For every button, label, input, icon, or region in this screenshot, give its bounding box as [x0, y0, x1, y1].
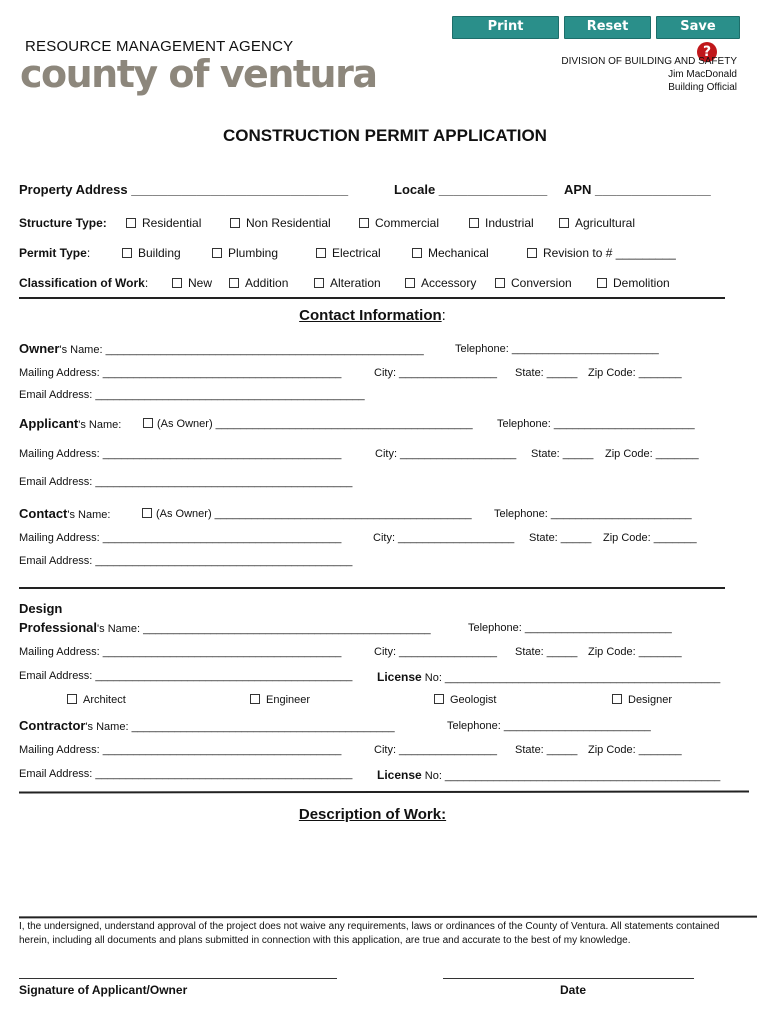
contractor-name-field[interactable]: Contractor's Name: ___________________________________________ — [19, 718, 395, 733]
checkbox-label: Conversion — [511, 276, 572, 290]
checkbox-icon — [314, 278, 324, 288]
checkbox-mechanical[interactable] — [412, 246, 489, 260]
checkbox-icon — [122, 248, 132, 258]
design-professional-email-field[interactable]: Email Address: __________________________________________ — [19, 670, 353, 682]
divider — [19, 916, 757, 919]
apn-field[interactable]: APN ________________ — [564, 182, 711, 197]
applicant-state-field[interactable]: State: _____ — [531, 448, 594, 460]
checkbox-icon — [143, 418, 153, 428]
checkbox-icon — [434, 694, 444, 704]
checkbox-icon — [250, 694, 260, 704]
applicant-name-field[interactable]: (As Owner) __________________________________________ — [143, 418, 473, 430]
checkbox-accessory[interactable] — [405, 276, 476, 290]
checkbox-engineer[interactable] — [250, 694, 310, 706]
checkbox-label: Mechanical — [428, 246, 489, 260]
checkbox-geologist[interactable] — [434, 694, 496, 706]
checkbox-icon — [172, 278, 182, 288]
checkbox-label: Accessory — [421, 276, 477, 290]
divider — [19, 587, 725, 589]
checkbox-label: Industrial — [485, 216, 534, 230]
checkbox-alteration[interactable] — [314, 276, 381, 290]
design-label: Design — [19, 601, 63, 616]
applicant-mailing-field[interactable]: Mailing Address: _______________________________________ — [19, 448, 342, 460]
contractor-state-field[interactable]: State: _____ — [515, 744, 578, 756]
design-professional-mailing-field[interactable]: Mailing Address: _______________________________________ — [19, 646, 342, 658]
owner-state-field[interactable]: State: _____ — [515, 367, 578, 379]
checkbox-label: Building — [138, 246, 181, 260]
applicant-city-field[interactable]: City: ___________________ — [375, 448, 517, 460]
checkbox-icon — [405, 278, 415, 288]
checkbox-label: Non Residential — [246, 216, 331, 230]
checkbox-icon — [67, 694, 77, 704]
property-address-field[interactable]: Property Address ______________________________ — [19, 182, 349, 197]
owner-mailing-field[interactable]: Mailing Address: _______________________________________ — [19, 367, 342, 379]
checkbox-icon — [559, 218, 569, 228]
owner-telephone-field[interactable]: Telephone: ________________________ — [455, 343, 659, 355]
checkbox-industrial[interactable] — [469, 216, 534, 230]
checkbox-residential[interactable] — [126, 216, 201, 230]
checkbox-electrical[interactable] — [316, 246, 381, 260]
checkbox-icon — [212, 248, 222, 258]
help-icon[interactable]: ? — [697, 42, 717, 62]
checkbox-label: Agricultural — [575, 216, 636, 230]
page-title: CONSTRUCTION PERMIT APPLICATION — [223, 126, 547, 145]
checkbox-label: Addition — [245, 276, 289, 290]
contact-city-field[interactable]: City: ___________________ — [373, 532, 515, 544]
checkbox-label: Alteration — [330, 276, 381, 290]
checkbox-non-residential[interactable] — [230, 216, 331, 230]
checkbox-commercial[interactable] — [359, 216, 439, 230]
division-name: DIVISION OF BUILDING AND SAFETY — [561, 56, 737, 67]
checkbox-building[interactable] — [122, 246, 181, 260]
checkbox-plumbing[interactable] — [212, 246, 278, 260]
checkbox-icon — [230, 218, 240, 228]
save-button[interactable]: Save — [656, 16, 740, 39]
contact-email-field[interactable]: Email Address: __________________________________________ — [19, 555, 353, 567]
date-line[interactable] — [443, 978, 694, 979]
print-button[interactable]: Print — [452, 16, 559, 39]
signature-line[interactable] — [19, 978, 337, 979]
checkbox-label: Revision to # _________ — [543, 246, 676, 260]
checkbox-icon — [412, 248, 422, 258]
design-professional-state-field[interactable]: State: _____ — [515, 646, 578, 658]
checkbox-icon — [469, 218, 479, 228]
contact-name-field[interactable]: (As Owner) __________________________________________ — [142, 508, 472, 520]
contact-state-field[interactable]: State: _____ — [529, 532, 592, 544]
design-professional-city-field[interactable]: City: ________________ — [374, 646, 497, 658]
owner-zip-field[interactable]: Zip Code: _______ — [588, 367, 682, 379]
description-heading: Description of Work: — [298, 806, 447, 823]
checkbox-icon — [316, 248, 326, 258]
description-textarea[interactable] — [19, 832, 739, 912]
checkbox-agricultural[interactable] — [559, 216, 635, 230]
checkbox-icon — [142, 508, 152, 518]
contractor-telephone-field[interactable]: Telephone: ________________________ — [447, 720, 651, 732]
checkbox-revision[interactable] — [527, 246, 676, 260]
checkbox-label: Engineer — [266, 694, 311, 706]
checkbox-icon — [612, 694, 622, 704]
signature-label: Signature of Applicant/Owner — [19, 983, 188, 997]
divider — [19, 297, 725, 299]
contact-info-heading: Contact Information: — [299, 307, 446, 324]
design-professional-zip-field[interactable]: Zip Code: _______ — [588, 646, 682, 658]
owner-name-field[interactable]: Owner's Name: ____________________________________________________ — [19, 341, 424, 356]
reset-button[interactable]: Reset — [564, 16, 651, 39]
contact-mailing-field[interactable]: Mailing Address: _______________________________________ — [19, 532, 342, 544]
owner-city-field[interactable]: City: ________________ — [374, 367, 497, 379]
structure-type-label: Structure Type: — [19, 216, 107, 230]
checkbox-icon — [495, 278, 505, 288]
permit-type-label: Permit Type: — [19, 246, 91, 260]
checkbox-label: Architect — [83, 694, 126, 706]
agency-name: RESOURCE MANAGEMENT AGENCY — [25, 38, 294, 55]
checkbox-architect[interactable] — [67, 694, 126, 706]
contact-name-label: Contact's Name: — [19, 506, 111, 521]
contractor-city-field[interactable]: City: ________________ — [374, 744, 497, 756]
checkbox-icon — [597, 278, 607, 288]
official-name: Jim MacDonald — [668, 69, 737, 80]
checkbox-label: Electrical — [332, 246, 381, 260]
checkbox-new[interactable] — [172, 276, 212, 290]
contractor-email-field[interactable]: Email Address: __________________________________________ — [19, 768, 353, 780]
checkbox-addition[interactable] — [229, 276, 288, 290]
checkbox-icon — [126, 218, 136, 228]
county-logo: county of ventura — [20, 52, 377, 96]
official-title: Building Official — [668, 82, 737, 93]
checkbox-label: Commercial — [375, 216, 440, 230]
classification-label: Classification of Work: — [19, 276, 149, 290]
applicant-name-label: Applicant's Name: — [19, 416, 122, 431]
checkbox-icon — [359, 218, 369, 228]
contractor-license-field[interactable]: License No: _____________________________________________ — [377, 768, 721, 782]
checkbox-label: Plumbing — [228, 246, 279, 260]
checkbox-demolition[interactable] — [597, 276, 670, 290]
checkbox-label: Geologist — [450, 694, 497, 706]
locale-field[interactable]: Locale _______________ — [394, 182, 548, 197]
checkbox-icon — [527, 248, 537, 258]
checkbox-icon — [229, 278, 239, 288]
applicant-email-field[interactable]: Email Address: __________________________________________ — [19, 476, 353, 488]
certification-statement: I, the undersigned, understand approval of the project does not waive any requirements, laws or ordinances of the County of Ventura. All statements contained herein, including all documents and plans submitted in connection with this application, are true and accurate to the best of my knowledge. — [19, 921, 720, 946]
contact-zip-field[interactable]: Zip Code: _______ — [603, 532, 697, 544]
applicant-telephone-field[interactable]: Telephone: _______________________ — [497, 418, 695, 430]
contractor-zip-field[interactable]: Zip Code: _______ — [588, 744, 682, 756]
design-professional-telephone-field[interactable]: Telephone: ________________________ — [468, 622, 672, 634]
checkbox-label: Designer — [628, 694, 673, 706]
checkbox-label: Residential — [142, 216, 202, 230]
checkbox-conversion[interactable] — [495, 276, 572, 290]
checkbox-label: New — [188, 276, 213, 290]
design-professional-name-field[interactable]: Professional's Name: _______________________________________________ — [19, 620, 431, 635]
divider — [19, 790, 749, 793]
applicant-zip-field[interactable]: Zip Code: _______ — [605, 448, 699, 460]
contact-telephone-field[interactable]: Telephone: _______________________ — [494, 508, 692, 520]
checkbox-label: Demolition — [613, 276, 670, 290]
contractor-mailing-field[interactable]: Mailing Address: _______________________________________ — [19, 744, 342, 756]
owner-email-field[interactable]: Email Address: ____________________________________________ — [19, 389, 365, 401]
checkbox-designer[interactable] — [612, 694, 672, 706]
design-professional-license-field[interactable]: License No: _____________________________________________ — [377, 670, 721, 684]
date-label: Date — [560, 983, 587, 997]
